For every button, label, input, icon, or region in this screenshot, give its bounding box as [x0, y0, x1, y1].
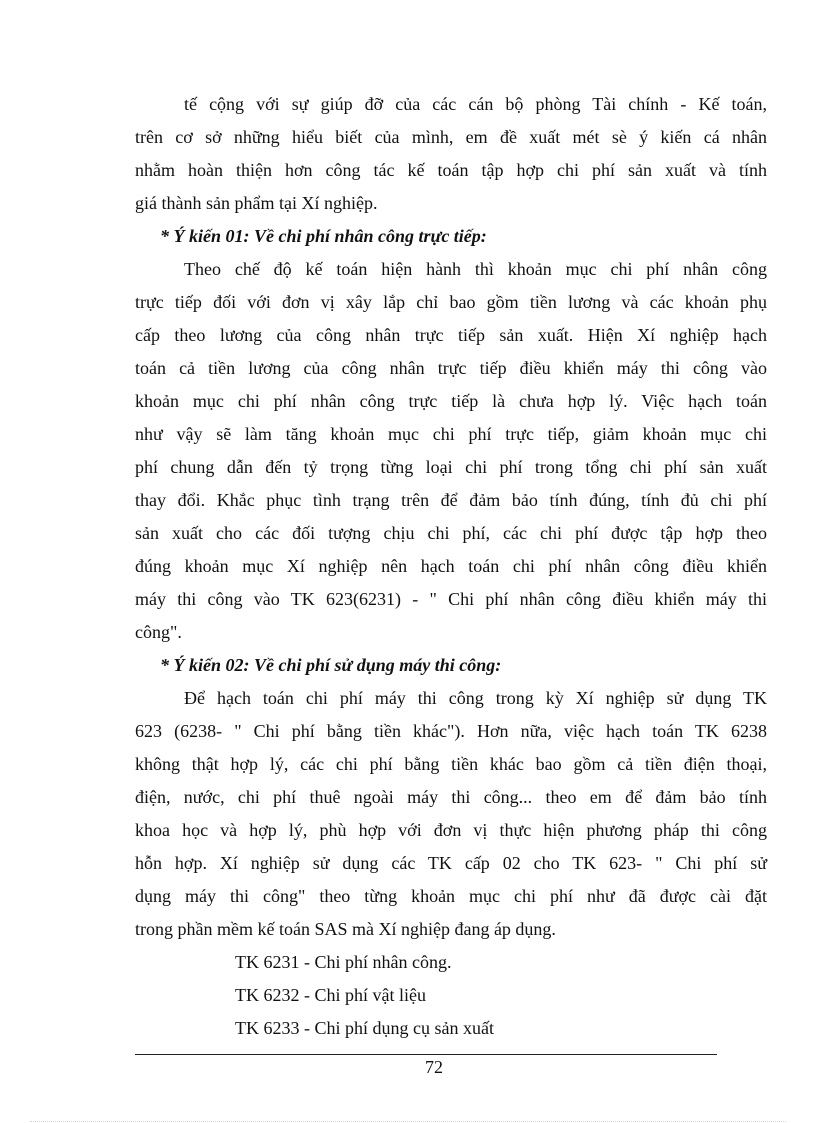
body-text: [135, 88, 767, 1045]
text-line: nhằm hoàn thiện hơn công tác kế toán tập hợp chi phí sản xuất và tính: [135, 160, 767, 180]
text-line: tế cộng với sự giúp đỡ của các cán bộ phòng Tài chính - Kế toán,: [184, 94, 767, 114]
text-line: trong phần mềm kế toán SAS mà Xí nghiệp đang áp dụng.: [135, 919, 556, 939]
section-heading-1: * Ý kiến 01: Về chi phí nhân công trực tiếp:: [160, 226, 487, 246]
text-line: không thật hợp lý, các chi phí bằng tiền khác bao gồm cả tiền điện thoại,: [135, 754, 767, 774]
text-line: 623 (6238- " Chi phí bằng tiền khác"). Hơn nữa, việc hạch toán TK 6238: [135, 721, 767, 741]
text-line: sản xuất cho các đối tượng chịu chi phí, các chi phí được tập hợp theo: [135, 523, 767, 543]
footer-divider: [135, 1054, 717, 1055]
text-line: công".: [135, 622, 182, 642]
text-line: thay đổi. Khắc phục tình trạng trên để đảm bảo tính đúng, tính đủ chi phí: [135, 490, 767, 510]
text-line: cấp theo lương của công nhân trực tiếp sản xuất. Hiện Xí nghiệp hạch: [135, 325, 767, 345]
page-bottom-border: [30, 1121, 786, 1122]
text-line: như vậy sẽ làm tăng khoản mục chi phí trực tiếp, giảm khoản mục chi: [135, 424, 767, 444]
account-item: TK 6231 - Chi phí nhân công.: [235, 952, 452, 972]
text-line: đúng khoản mục Xí nghiệp nên hạch toán chi phí nhân công điều khiển: [135, 556, 767, 576]
text-line: máy thi công vào TK 623(6231) - " Chi phí nhân công điều khiển máy thi: [135, 589, 767, 609]
text-line: khoản mục chi phí nhân công trực tiếp là chưa hợp lý. Việc hạch toán: [135, 391, 767, 411]
text-line: toán cả tiền lương của công nhân trực tiếp điều khiển máy thi công vào: [135, 358, 767, 378]
text-line: phí chung dẫn đến tỷ trọng từng loại chi phí trong tổng chi phí sản xuất: [135, 457, 767, 477]
section-heading-2: * Ý kiến 02: Về chi phí sử dụng máy thi công:: [160, 655, 502, 675]
account-item: TK 6233 - Chi phí dụng cụ sản xuất: [235, 1018, 494, 1038]
text-line: khoa học và hợp lý, phù hợp với đơn vị thực hiện phương pháp thi công: [135, 820, 767, 840]
page-number: 72: [425, 1057, 443, 1077]
text-line: hỗn hợp. Xí nghiệp sử dụng các TK cấp 02 cho TK 623- " Chi phí sử: [135, 853, 767, 873]
text-line: điện, nước, chi phí thuê ngoài máy thi công... theo em để đảm bảo tính: [135, 787, 767, 807]
text-line: Theo chế độ kế toán hiện hành thì khoản mục chi phí nhân công: [184, 259, 767, 279]
text-line: dụng máy thi công" theo từng khoản mục chi phí như đã được cài đặt: [135, 886, 767, 906]
text-line: giá thành sản phẩm tại Xí nghiệp.: [135, 193, 378, 213]
account-item: TK 6232 - Chi phí vật liệu: [235, 985, 426, 1005]
text-line: trên cơ sở những hiểu biết của mình, em đề xuất mét sè ý kiến cá nhân: [135, 127, 767, 147]
text-line: trực tiếp đối với đơn vị xây lắp chỉ bao gồm tiền lương và các khoản phụ: [135, 292, 767, 312]
text-line: Để hạch toán chi phí máy thi công trong kỳ Xí nghiệp sử dụng TK: [184, 688, 767, 708]
